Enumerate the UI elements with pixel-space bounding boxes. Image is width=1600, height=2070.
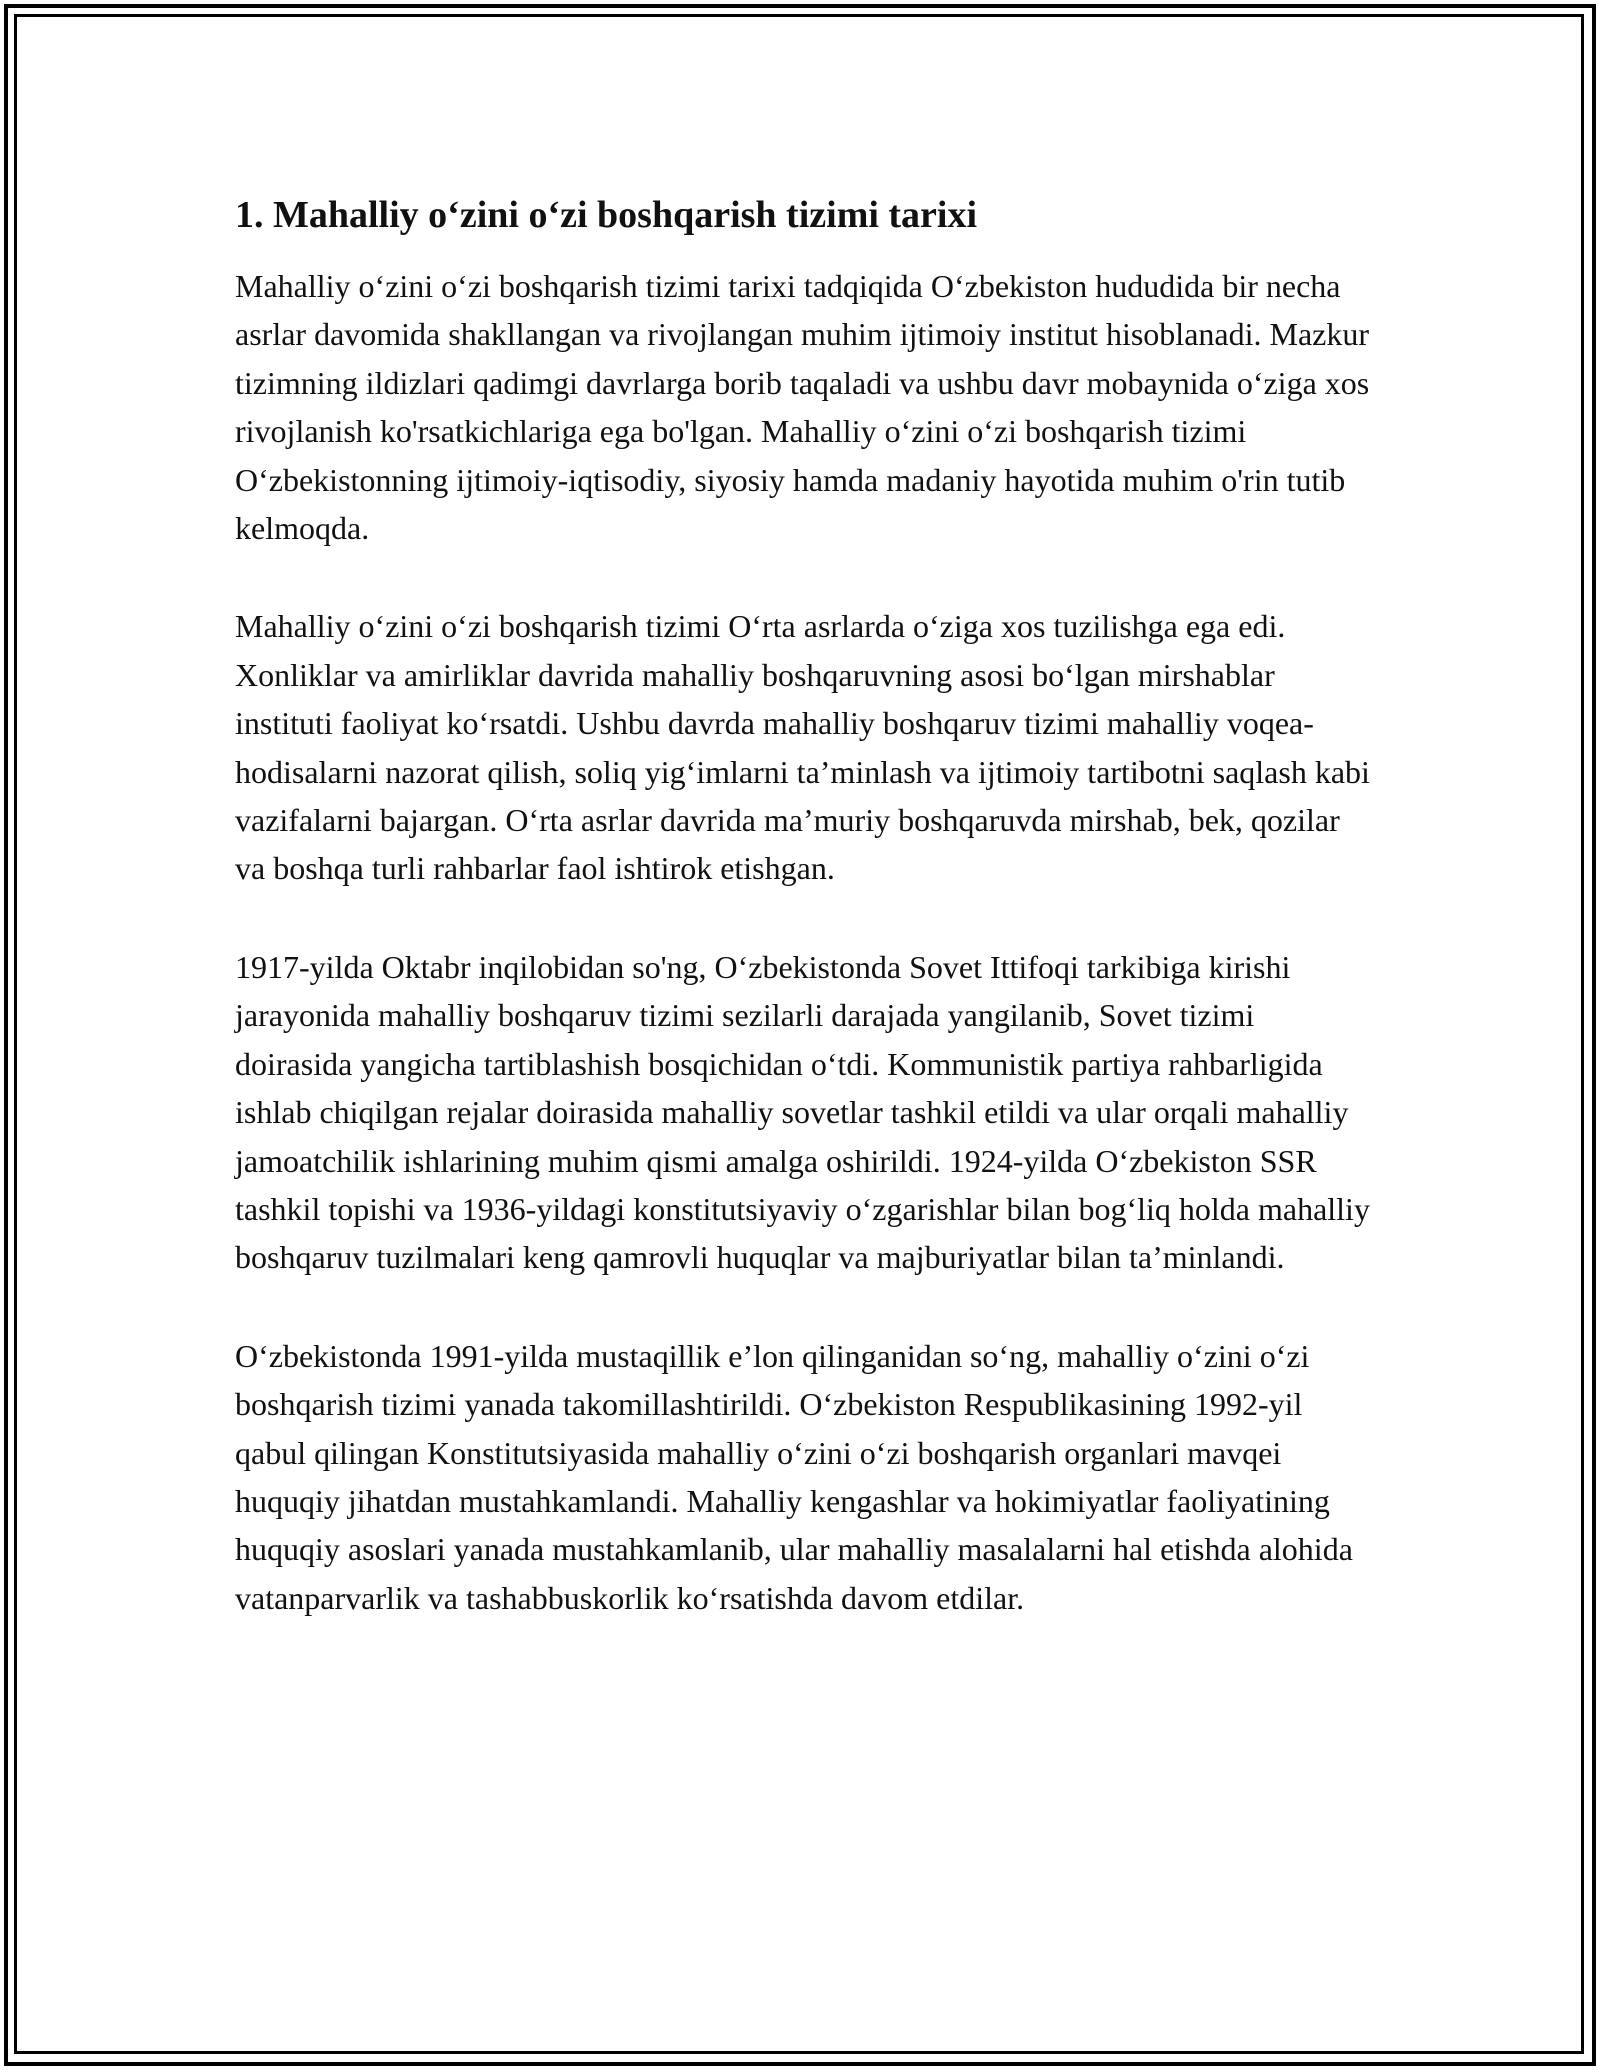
- document-body: [235, 188, 1375, 1672]
- paragraph-3: 1917-yilda Oktabr inqilobidan so'ng, O‘zbekistonda Sovet Ittifoqi tarkibiga kirishi jarayonida mahalliy boshqaruv tizimi sezilarli darajada yangilanib, Sovet tizimi doirasida yangicha tartiblashish bosqichidan o‘tdi. Kommunistik partiya rahbarligida ishlab chiqilgan rejalar doirasida mahalliy sovetlar tashkil etildi va ular orqali mahalliy jamoatchilik ishlarining muhim qismi amalga oshirildi. 1924-yilda O‘zbekiston SSR tashkil topishi va 1936-yildagi konstitutsiyaviy o‘zgarishlar bilan bog‘liq holda mahalliy boshqaruv tuzilmalari keng qamrovli huquqlar va majburiyatlar bilan ta’minlandi.: [235, 948, 1370, 1276]
- paragraph-1: Mahalliy o‘zini o‘zi boshqarish tizimi tarixi tadqiqida O‘zbekiston hududida bir necha asrlar davomida shakllangan va rivojlangan muhim ijtimoiy institut hisoblanadi. Mazkur tizimning ildizlari qadimgi davrlarga borib taqaladi va ushbu davr mobaynida o‘ziga xos rivojlanish ko'rsatkichlariga ega bo'lgan. Mahalliy o‘zini o‘zi boshqarish tizimi O‘zbekistonning ijtimoiy-iqtisodiy, siyosiy hamda madaniy hayotida muhim o'rin tutib kelmoqda.: [235, 268, 1370, 547]
- paragraph-2: Mahalliy o‘zini o‘zi boshqarish tizimi O‘rta asrlarda o‘ziga xos tuzilishga ega edi. Xonliklar va amirliklar davrida mahalliy boshqaruvning asosi bo‘lgan mirshablar instituti faoliyat ko‘rsatdi. Ushbu davrda mahalliy boshqaruv tizimi mahalliy voqea-hodisalarni nazorat qilish, soliq yig‘imlarni ta’minlash va ijtimoiy tartibotni saqlash kabi vazifalarni bajargan. O‘rta asrlar davrida ma’muriy boshqaruvda mirshab, bek, qozilar va boshqa turli rahbarlar faol ishtirok etishgan.: [235, 608, 1370, 887]
- paragraph-4: O‘zbekistonda 1991-yilda mustaqillik e’lon qilinganidan so‘ng, mahalliy o‘zini o‘zi boshqarish tizimi yanada takomillashtirildi. O‘zbekiston Respublikasining 1992-yil qabul qilingan Konstitutsiyasida mahalliy o‘zini o‘zi boshqarish organlari mavqei huquqiy jihatdan mustahkamlandi. Mahalliy kengashlar va hokimiyatlar faoliyatining huquqiy asoslari yanada mustahkamlanib, ular mahalliy masalalarni hal etishda alohida vatanparvarlik va tashabbuskorlik ko‘rsatishda davom etdilar.: [235, 1337, 1353, 1616]
- section-heading: 1. Mahalliy o‘zini o‘zi boshqarish tizimi tarixi: [235, 194, 978, 236]
